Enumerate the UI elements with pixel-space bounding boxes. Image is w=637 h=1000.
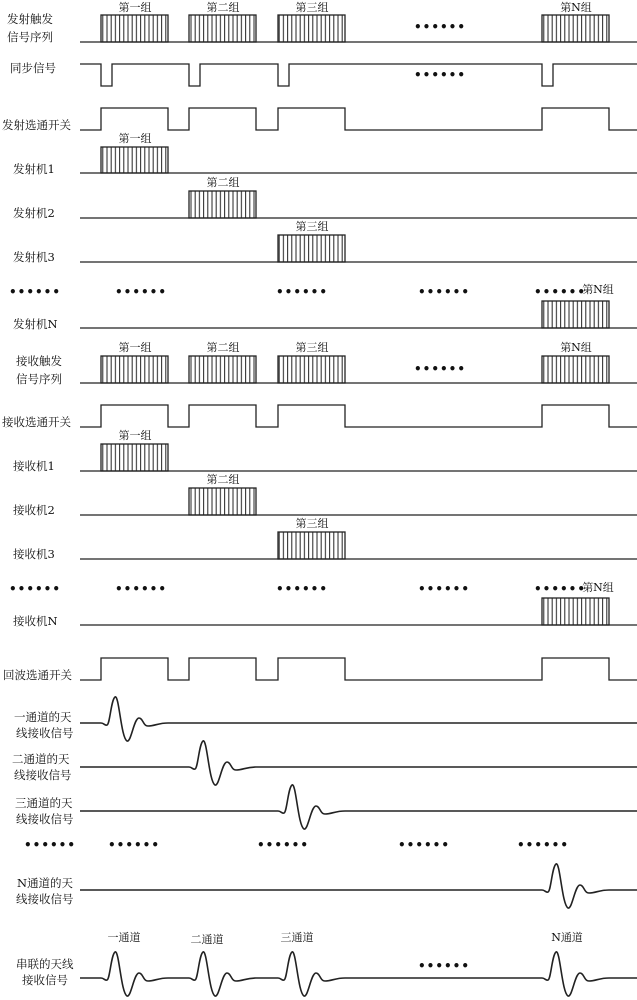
row-label-transmitter-3: 发射机3 [13, 250, 55, 264]
ellipsis: •••••• [417, 959, 471, 973]
ellipsis: •••••• [413, 68, 467, 82]
rx-gate-waveform [80, 405, 637, 427]
row-label-serial-line2: 接收信号 [22, 973, 68, 987]
group-label: 第三组 [295, 341, 329, 354]
channel-1-echo-waveform [80, 697, 637, 741]
receiver-n-waveform [80, 598, 637, 625]
row-label-rx-trigger-line2: 信号序列 [16, 372, 62, 386]
transmitter-2-waveform [80, 191, 637, 218]
ellipsis: •••••• [533, 582, 587, 596]
ellipsis: •••••• [397, 838, 451, 852]
group-label: 第二组 [206, 473, 240, 486]
row-label-transmitter-1: 发射机1 [13, 162, 55, 176]
sync-waveform [80, 64, 637, 86]
channel-label: 一通道 [107, 931, 141, 944]
group-label: 第N组 [582, 581, 614, 594]
ellipsis: •••••• [417, 285, 471, 299]
group-label: 第一组 [118, 132, 152, 145]
row-label-receiver-n: 接收机N [13, 614, 58, 628]
row-label-channel-2-line1: 二通道的天 [12, 752, 70, 766]
receiver-3-waveform [80, 532, 637, 559]
channel-n-echo-waveform [80, 864, 637, 908]
row-label-channel-n-line2: 线接收信号 [16, 892, 74, 906]
receiver-1-waveform [80, 444, 637, 471]
transmitter-n-waveform [80, 301, 637, 328]
group-label: 第N组 [582, 283, 614, 296]
channel-label: N通道 [551, 931, 583, 944]
row-label-transmitter-2: 发射机2 [13, 206, 55, 220]
row-label-transmitter-n: 发射机N [13, 317, 58, 331]
echo-gate-waveform [80, 658, 637, 680]
group-label: 第一组 [118, 341, 152, 354]
row-label-tx-trigger-line2: 信号序列 [7, 30, 53, 44]
row-label-echo-gate: 回波选通开关 [3, 668, 72, 682]
group-label: 第N组 [560, 1, 592, 14]
ellipsis: •••••• [516, 838, 570, 852]
ellipsis: •••••• [114, 285, 168, 299]
tx-trigger-waveform [80, 15, 637, 42]
row-label-channel-2-line2: 线接收信号 [14, 768, 72, 782]
row-label-channel-1-line1: 一通道的天 [14, 710, 72, 724]
channel-label: 二通道 [190, 933, 224, 946]
ellipsis: •••••• [107, 838, 161, 852]
ellipsis: •••••• [417, 582, 471, 596]
row-label-rx-trigger-line1: 接收触发 [16, 354, 62, 368]
group-label: 第三组 [295, 1, 329, 14]
ellipsis: •••••• [533, 285, 587, 299]
transmitter-1-waveform [80, 147, 637, 173]
channel-label: 三通道 [280, 931, 314, 944]
row-label-channel-3-line2: 线接收信号 [16, 812, 74, 826]
ellipsis: •••••• [23, 838, 77, 852]
group-label: 第二组 [206, 1, 240, 14]
group-label: 第一组 [118, 429, 152, 442]
receiver-2-waveform [80, 488, 637, 515]
group-label: 第二组 [206, 341, 240, 354]
row-label-channel-3-line1: 三通道的天 [15, 796, 73, 810]
serial-echo-waveform [80, 952, 637, 996]
row-label-serial-line1: 串联的天线 [16, 957, 74, 971]
tx-gate-waveform [80, 108, 637, 130]
row-label-tx-trigger-line1: 发射触发 [7, 12, 53, 26]
group-label: 第三组 [295, 220, 329, 233]
ellipsis: •••••• [275, 285, 329, 299]
ellipsis: •••••• [413, 362, 467, 376]
ellipsis: •••••• [275, 582, 329, 596]
group-label: 第二组 [206, 176, 240, 189]
channel-2-echo-waveform [80, 741, 637, 785]
row-label-receiver-3: 接收机3 [13, 547, 55, 561]
group-label: 第三组 [295, 517, 329, 530]
rx-trigger-waveform [80, 356, 637, 383]
ellipsis: •••••• [8, 285, 62, 299]
channel-3-echo-waveform [80, 785, 637, 829]
group-label: 第N组 [560, 341, 592, 354]
row-label-receiver-2: 接收机2 [13, 503, 55, 517]
ellipsis: •••••• [8, 582, 62, 596]
row-label-receiver-1: 接收机1 [13, 459, 55, 473]
row-label-channel-n-line1: N通道的天 [17, 876, 74, 890]
group-label: 第一组 [118, 1, 152, 14]
ellipsis: •••••• [256, 838, 310, 852]
ellipsis: •••••• [114, 582, 168, 596]
row-label-channel-1-line2: 线接收信号 [16, 726, 74, 740]
row-label-rx-gate: 接收选通开关 [2, 415, 71, 429]
row-label-tx-gate: 发射选通开关 [2, 118, 71, 132]
transmitter-3-waveform [80, 235, 637, 262]
row-label-sync: 同步信号 [10, 61, 56, 75]
ellipsis: •••••• [413, 20, 467, 34]
